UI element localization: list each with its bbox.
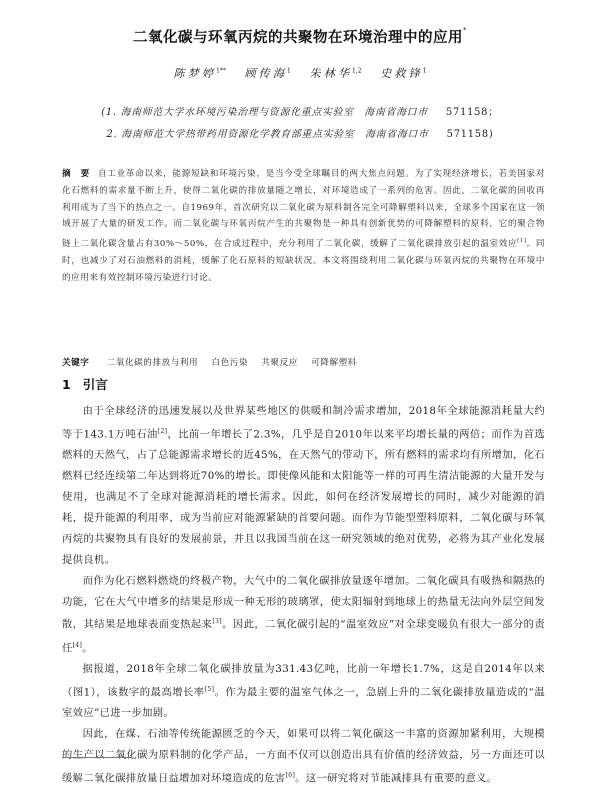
abstract: 摘 要 自工业革命以来，能源短缺和环境污染，是当今受全球瞩目的两大焦点问题。为了实现经济增长，若美国家对化石燃料的需求量不断上升，使得二氧化碳的排放量随之增长，对环境造成了一系列的危害。因此，二氧化碳的回收再利用成为了当下的热点之一。自1969年，首次研究以二氧化碳为原料制各完全可降解塑料以来，全球多个国家在这一领域开展了大量的研发工作。而二氧化碳与环氧丙烷产生的共聚物是一种具有创新优势的可降解塑料的原料，它的聚合物链上二氧化碳含量占有30%～50%，在合成过程中，充分利用了二氧化碳，缓解了二氧化碳排放引起的温室效应[1]。同时，也减少了对石油燃料的消耗，缓解了化石原料的短缺状况。本文将围绕利用二氧化碳与环氧丙烷的共聚物在环境中的应用来有效控制环境污染进行讨论。 (62, 169, 545, 283)
affiliation-line: (1. 海南师范大学水环境污染治理与资源化重点实验室 海南省海口市 571158； (101, 107, 499, 118)
keyword: 二氧化碳的排放与利用 (106, 358, 199, 368)
keyword: 共聚反应 (261, 358, 298, 368)
paragraph: 据报道，2018年全球二氧化碳排放量为331.43亿吨，比前一年增长1.7%，这是自2014年以来（图1），该数字的最高增长率[5]。作为最主要的温室气体之一，急剧上升的二氧化碳排放量造成的“温室效应”已进一步加剧。 (62, 663, 545, 720)
paragraph: 而作为化石燃料燃烧的终极产物，大气中的二氧化碳排放量逐年增加。二氧化碳具有吸热和隔热的功能，它在大气中增多的结果是形成一种无形的玻璃罩，使太阳辐射到地球上的热量无法向外层空间发散，其结果是地球表面变热起来[3]。因此，二氧化碳引起的“温室效应”对全球变暖负有很大一部分的责任[4]。 (62, 574, 545, 655)
author: 朱林华$^{1,2}$ (309, 67, 362, 80)
author: 陈梦婷$^{1**}$ (173, 67, 226, 80)
author: 顾传海$^1$ (244, 67, 291, 80)
citation-ref: [2] (157, 427, 168, 435)
footnote-divider (62, 757, 132, 758)
citation-ref: [1] (517, 238, 527, 245)
paragraph: 由于全球经济的迅速发展以及世界某些地区的供暖和制冷需求增加，2018年全球能源消耗量大约等于143.1万吨石油[2]，比前一年增长了2.3%，几乎是自2010年以来平均增长量的两倍；而作为首选燃料的天然气，占了总能源需求增长的近45%，在天然气的带动下，所有燃料的需求均有所增加，化石燃料已经连续第二年达到将近70%的增长。即使像风能和太阳能等一样的可再生清洁能源的大量开发与使用，也满足不了全球对能源消耗的增长需求。因此，如何在经济发展增长的同时，减少对能源的消耗，提升能源的利用率，成为当前应对能源紧缺的首要问题。而作为节能型塑料原料，二氧化碳与环氧丙烷的共聚物具有良好的发展前景，并且以我国当前在这一研究领域的绝对优势，必将为其产业化发展提供良机。 (62, 405, 546, 566)
affiliation-line: 2. 海南师范大学热带药用资源化学教育部重点实验室 海南省海口市 571158) (106, 129, 494, 140)
author: 史救锋$^1$ (380, 67, 427, 80)
keywords-label: 关键字 (62, 358, 90, 368)
keyword: 可降解塑料 (311, 358, 357, 368)
citation-ref: [3] (212, 618, 222, 626)
keywords (62, 356, 545, 368)
paragraph: 因此，在煤、石油等传统能源匮乏的今天，如果可以将二氧化碳这一丰富的资源加紧利用，大规模的生产以二氧化碳为原料制的化学产品，一方面不仅可以创造出具有价值的经济效益，另一方面还可以缓解二氧化碳排放量日益增加对环境造成的危害[6]。这一研究将对节能减排具有重要的意义。 (62, 728, 545, 785)
body-text (62, 401, 545, 789)
citation-ref: [5] (204, 686, 215, 694)
title-footnote-mark: * (463, 26, 467, 34)
citation-ref: [6] (285, 772, 296, 780)
abstract-label: 摘 要 (62, 169, 90, 179)
section-heading: 1 引言 (62, 377, 108, 392)
author-line (0, 65, 600, 81)
citation-ref: [4] (72, 641, 83, 649)
keyword: 白色污染 (211, 358, 249, 368)
paper-title: 二氧化碳与环氧丙烷的共聚物在环境治理中的应用* (133, 26, 467, 46)
